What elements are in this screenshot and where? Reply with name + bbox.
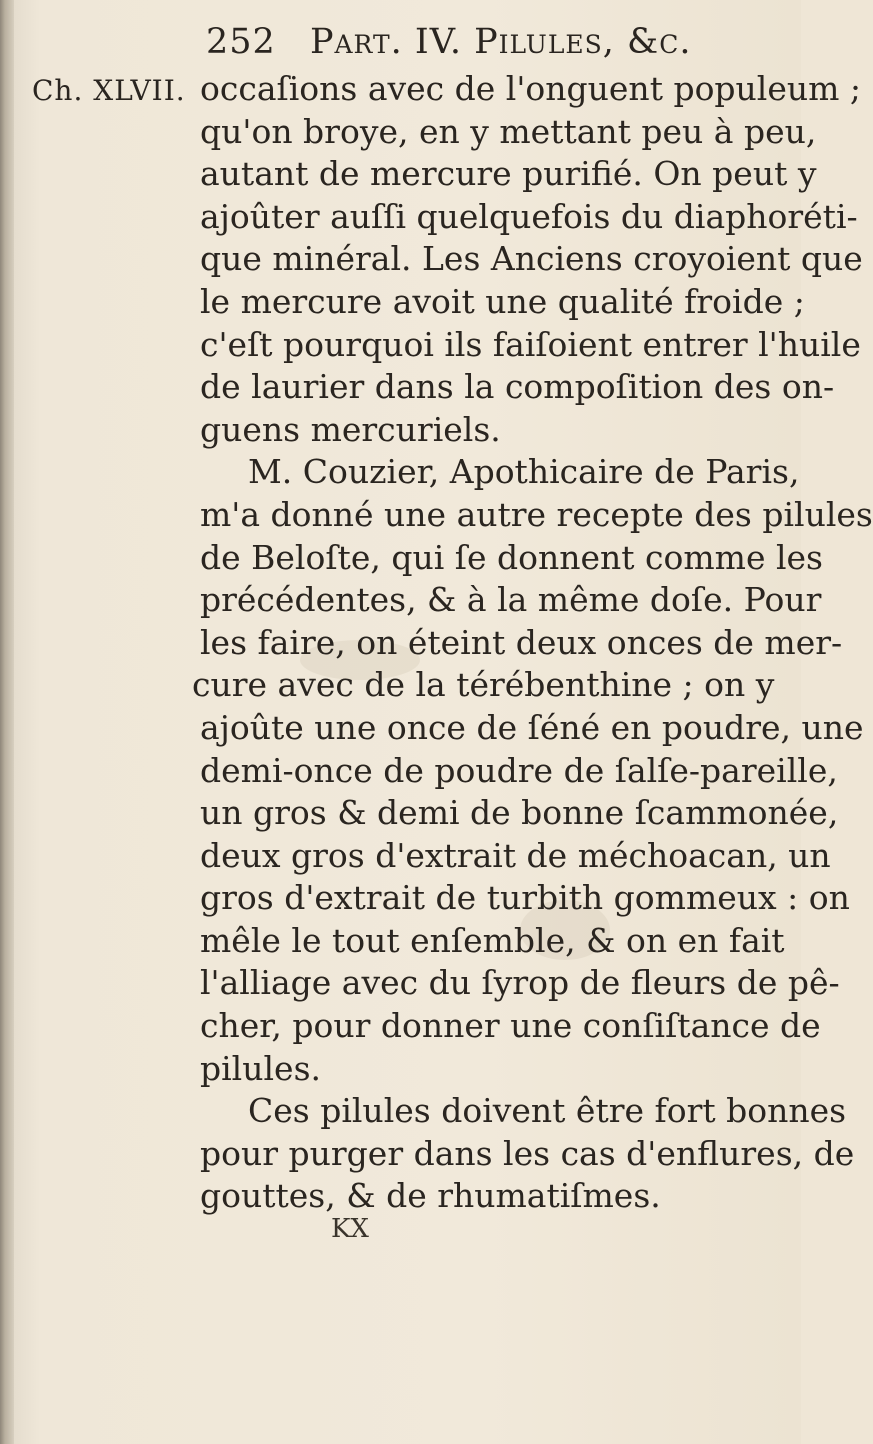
text-line: un gros & demi de bonne ſcammonée, [200, 793, 839, 833]
text-line: le mercure avoit une qualité froide ; [200, 281, 805, 321]
body-text [192, 68, 873, 1218]
catchword: KX [331, 1214, 369, 1244]
text-line: que minéral. Les Anciens croyoient que [200, 239, 863, 279]
text-line: cure avec de la térébenthine ; on y [192, 665, 775, 705]
page-binding-edge [0, 0, 14, 1444]
text-line: précédentes, & à la même doſe. Pour [200, 580, 822, 620]
text-line: ajoûte une once de ſéné en poudre, une [200, 707, 864, 747]
text-line: deux gros d'extrait de méchoacan, un [200, 835, 831, 875]
text-line: pilules. [200, 1048, 321, 1088]
text-line: occaſions avec de l'onguent populeum ; [200, 69, 862, 108]
running-head [206, 22, 766, 62]
text-line: pour purger dans les cas d'enflures, de [200, 1133, 855, 1173]
paragraph-start-line: Ces pilules doivent être fort bonnes [248, 1091, 847, 1131]
text-line: de Beloſte, qui ſe donnent comme les [200, 537, 823, 577]
text-line: c'eſt pourquoi ils faiſoient entrer l'huile [200, 324, 861, 364]
text-line: demi-once de poudre de ſalſe-pareille, [200, 750, 838, 790]
text-line: m'a donné une autre recepte des pilules [200, 494, 873, 534]
text-line: mêle le tout enſemble, & on en fait [200, 920, 785, 960]
text-line: l'alliage avec du ſyrop de fleurs de pê- [200, 963, 840, 1003]
text-line: les faire, on éteint deux onces de mer- [200, 622, 843, 662]
chapter-margin-note: Ch. XLVII. [32, 74, 186, 107]
running-head-title: Part. IV. Pilules, &c. [309, 22, 692, 62]
text-line: de laurier dans la compoſition des on- [200, 367, 835, 407]
text-line: gros d'extrait de turbith gommeux : on [200, 878, 850, 918]
paragraph-start-line: M. Couzier, Apothicaire de Paris, [248, 452, 800, 492]
text-line: guens mercuriels. [200, 409, 501, 449]
text-line: gouttes, & de rhumatiſmes. [200, 1176, 661, 1216]
text-line: autant de mercure purifié. On peut y [200, 154, 817, 194]
text-line: cher, pour donner une conſiſtance de [200, 1006, 821, 1046]
text-line: qu'on broye, en y mettant peu à peu, [200, 111, 817, 151]
text-line: ajoûter auſſi quelquefois du diaphoréti- [200, 196, 858, 236]
page-number: 252 [206, 22, 276, 62]
